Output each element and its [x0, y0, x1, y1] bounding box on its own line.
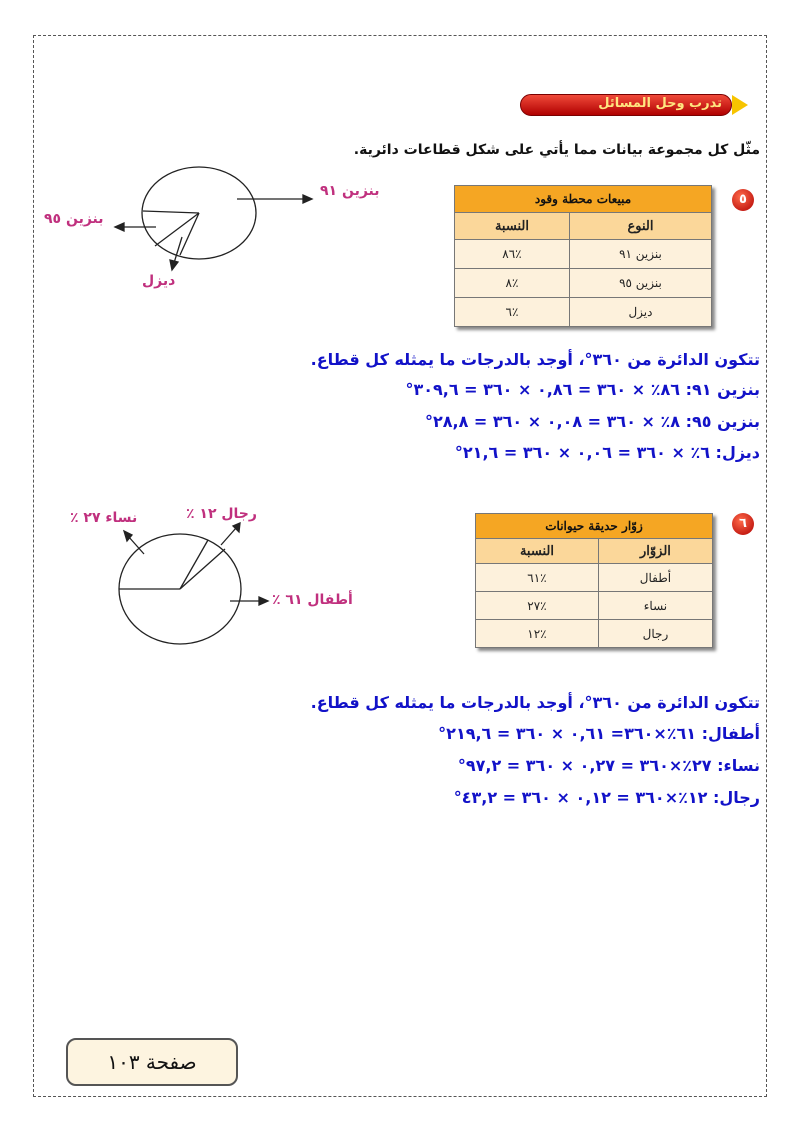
q5-solution-intro: تتكون الدائرة من ٣٦٠°، أوجد بالدرجات ما يمثله كل قطاع. — [310, 350, 760, 369]
table-cell: ٪٦١ — [476, 564, 599, 592]
page-number-box: صفحة ١٠٣ — [66, 1038, 238, 1086]
instruction-text: مثّل كل مجموعة بيانات مما يأتي على شكل قطاعات دائرية. — [353, 142, 760, 158]
question-number-5: ٥ — [732, 189, 754, 211]
q6-table — [475, 513, 713, 648]
q5-sector-line — [143, 211, 199, 213]
table-cell: رجال — [598, 620, 712, 648]
table-cell: ٪٨ — [455, 269, 570, 298]
q5-sector-line — [180, 213, 199, 255]
q5-solution-line: بنزين ٩١: ٨٦٪ × ٣٦٠ = ٠,٨٦ × ٣٦٠ = ٣٠٩,٦° — [405, 380, 760, 399]
table-cell: نساء — [598, 592, 712, 620]
q5-header-type: النوع — [569, 213, 711, 240]
table-cell: ٪٦ — [455, 298, 570, 327]
banner-title: تدرب وحل المسائل — [598, 96, 722, 111]
q5-label-benzine-95: بنزين ٩٥ — [44, 211, 104, 227]
q5-label-diesel: ديزل — [142, 273, 176, 289]
question-number-6: ٦ — [732, 513, 754, 535]
arrow-icon — [115, 223, 124, 231]
q6-label-men: رجال ١٢ ٪ — [186, 506, 257, 522]
q5-arrow-line — [174, 237, 182, 263]
q6-table-title: زوّار حديقة حيوانات — [476, 514, 713, 539]
table-cell: ٪١٢ — [476, 620, 599, 648]
q6-solution-line: نساء: ٢٧٪×٣٦٠ = ٠,٢٧ × ٣٦٠ = ٩٧,٢° — [457, 756, 760, 775]
q6-header-visitors: الزوّار — [598, 539, 712, 564]
q5-table-title: مبيعات محطة وقود — [455, 186, 712, 213]
table-cell: أطفال — [598, 564, 712, 592]
q6-sector-line — [180, 549, 225, 589]
table-cell: ديزل — [569, 298, 711, 327]
table-cell: ٪٢٧ — [476, 592, 599, 620]
q6-solution-intro: تتكون الدائرة من ٣٦٠°، أوجد بالدرجات ما يمثله كل قطاع. — [310, 693, 760, 712]
q5-label-benzine-91: بنزين ٩١ — [320, 183, 380, 199]
table-cell: بنزين ٩٥ — [569, 269, 711, 298]
q6-solution-line: أطفال: ٦١٪×٣٦٠= ٠,٦١ × ٣٦٠ = ٢١٩,٦° — [438, 724, 760, 743]
table-cell: بنزين ٩١ — [569, 240, 711, 269]
table-cell: ٪٨٦ — [455, 240, 570, 269]
q6-solution-line: رجال: ١٢٪×٣٦٠ = ٠,١٢ × ٣٦٠ = ٤٣,٢° — [453, 788, 760, 807]
q5-sector-line — [155, 213, 199, 246]
arrow-icon — [259, 597, 268, 605]
q6-label-women: نساء ٢٧ ٪ — [70, 510, 138, 526]
q5-pie — [115, 167, 312, 270]
q5-solution-line: بنزين ٩٥: ٨٪ × ٣٦٠ = ٠,٠٨ × ٣٦٠ = ٢٨,٨° — [424, 412, 760, 431]
q6-sector-line — [180, 540, 208, 589]
q5-header-percent: النسبة — [455, 213, 570, 240]
arrow-icon — [170, 260, 178, 270]
q6-arrow-line — [221, 528, 236, 545]
q6-pie — [119, 523, 268, 644]
q6-header-percent: النسبة — [476, 539, 599, 564]
q6-label-children: أطفال ٦١ ٪ — [272, 592, 353, 608]
arrow-icon — [303, 195, 312, 203]
q5-solution-line: ديزل: ٦٪ × ٣٦٠ = ٠,٠٦ × ٣٦٠ = ٢١,٦° — [454, 443, 760, 462]
